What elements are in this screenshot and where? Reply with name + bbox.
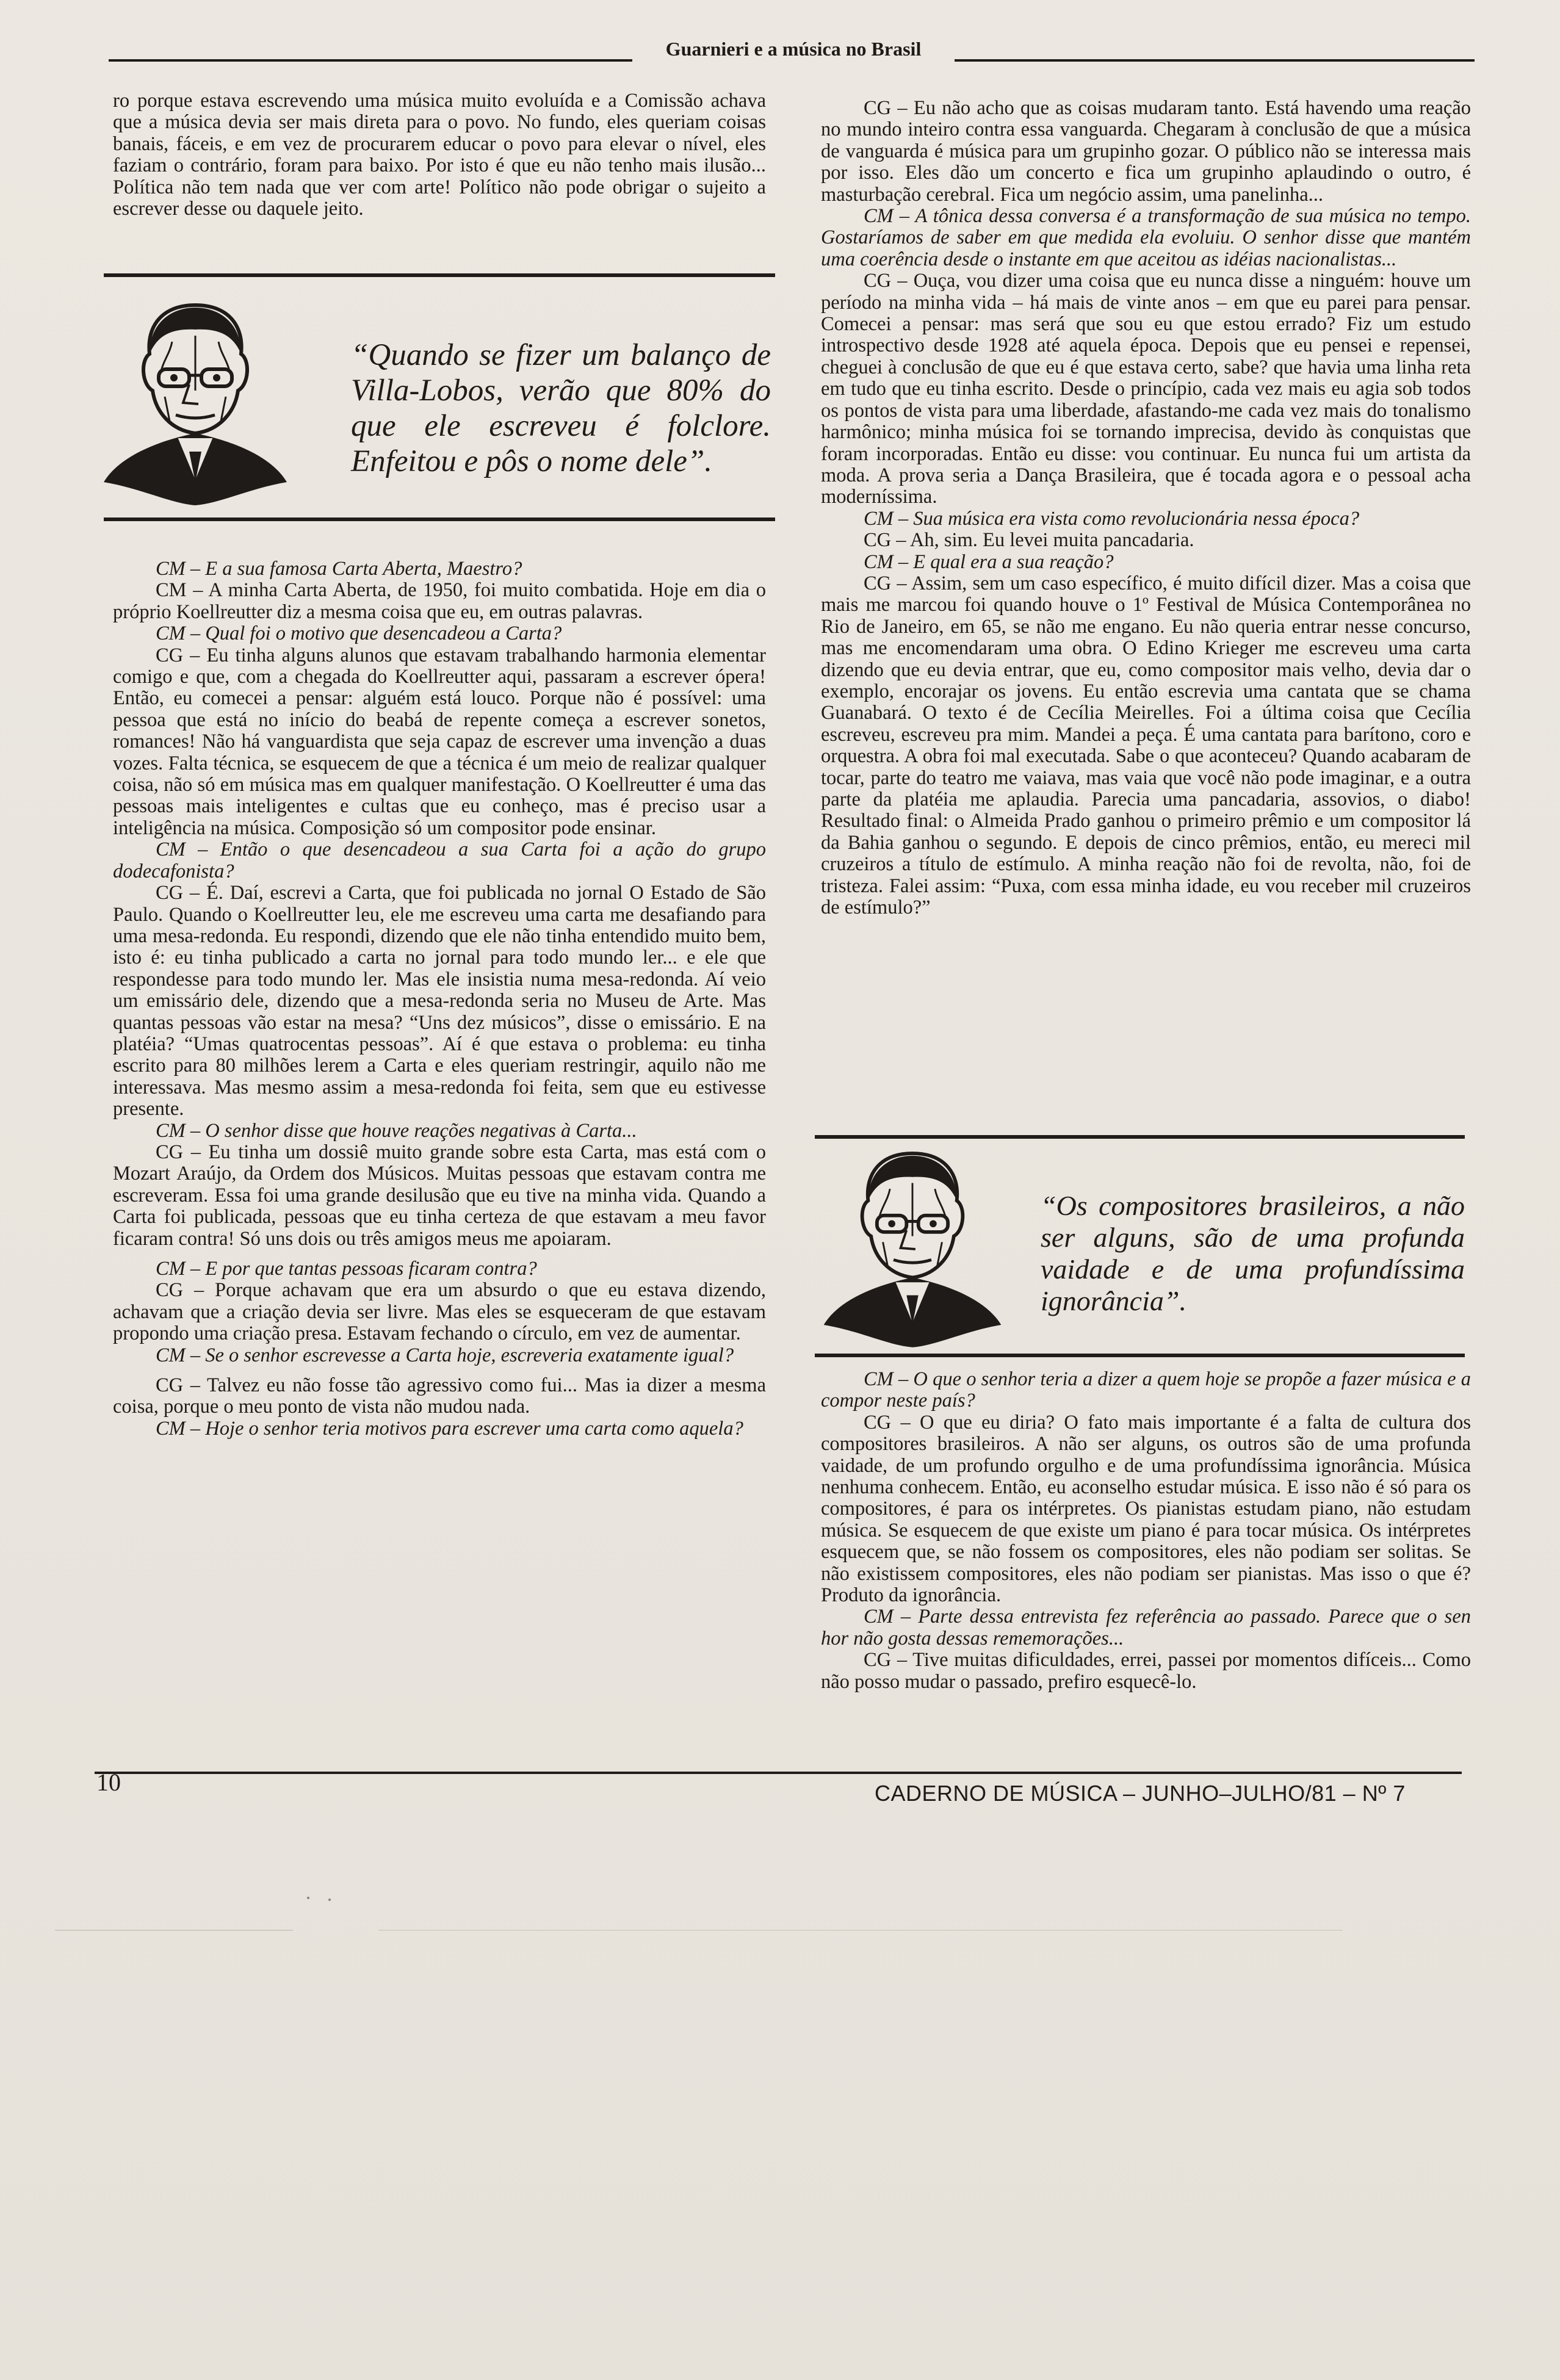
answer-paragraph: CG – Ouça, vou dizer uma coisa que eu nunca disse a ninguém: houve um período na minha vida – há mais de vinte anos – em que eu parei para pensar. Comecei a pensar: mas será que sou eu que estou errado? Fiz um estudo introspectivo desde 1928 até aquela época. Depois que eu pensei e repensei, cheguei à conclusão de que eu é que estava certo, sabe? que havia uma linha reta em tudo que eu tinha escrito. Desde o princípio, cada vez mais eu agia sob todos os pontos de vista para uma liberdade, afastando-me cada vez mais do tonalismo harmônico; minha música foi se tornando imprecisa, devido às conquistas que foram incorporadas. Então eu disse: vou continuar. Eu nunca fui um artista da moda. A prova seria a Dança Brasileira, que é tocada agora e o pessoal acha moderníssima. <box>821 270 1471 508</box>
interviewer-question: CM – Hoje o senhor teria motivos para escrever uma carta como aquela? <box>156 1417 743 1440</box>
answer-paragraph: CG – Assim, sem um caso específico, é muito difícil dizer. Mas a coisa que mais me marcou foi quando houve o 1º Festival de Música Contemporânea no Rio de Janeiro, em 65, se não me engano. Eu não queria entrar nesse concurso, mas me encomendaram uma obra. O Edino Krieger me escreveu uma carta dizendo que eu devia entrar, que eu, como compositor mais velho, devia dar o exemplo, encorajar os jovens. Eu então escrevia uma cantata que se chama Guanabará. O texto é de Cecília Meirelles. Foi a última coisa que Cecília escreveu, escreveu pra mim. Mandei a peça. É uma cantata para barítono, coro e orquestra. A obra foi mal executada. Sabe o que aconteceu? Quando acabaram de tocar, parte do teatro me vaiava, mas vaia que você não pode imaginar, e a outra parte da platéia me aplaudia. Parecia uma pancadaria, assovios, o diabo! Resultado final: o Almeida Prado ganhou o primeiro prêmio e um compositor lá da Bahia ganhou o segundo. E depois de cinco prêmios, então, eu mereci mil cruzeiros a título de estímulo. A minha reação não foi de revolta, não, foi de tristeza. Falei assim: “Puxa, com essa minha idade, eu vou receber mil cruzeiros de estímulo?” <box>821 572 1471 919</box>
portrait-illustration <box>818 1147 1007 1349</box>
answer-paragraph: CG – É. Daí, escrevi a Carta, que foi publicada no jornal O Estado de São Paulo. Quando o Koellreutter leu, ele me escreveu uma carta me desafiando para uma mesa-redonda. Eu respondi, dizendo que ele não tinha entendido muito bem, isto é: eu tinha publicado a carta no jornal para todo mundo ler... e ele que respondesse para todo mundo ler. Mas ele insistia numa mesa-redonda. Aí veio um emissário dele, dizendo que a mesa-redonda seria no Museu de Arte. Mas quantas pessoas vão estar na mesa? “Uns dez músicos”, disse o emissário. E na platéia? “Umas quatrocentas pessoas”. Aí é que estava o problema: eu tinha escrito para 80 milhões lerem a Carta e eles queriam restringir, aquilo não me interessava. Mas mesmo assim a mesa-redonda foi feita, sem que eu estivesse presente. <box>113 882 766 1120</box>
answer-paragraph: CG – Tive muitas dificuldades, errei, passei por momentos difíceis... Como não posso mudar o passado, prefiro esquecê-lo. <box>821 1649 1471 1693</box>
pullquote-rule-top-2 <box>815 1135 1465 1139</box>
answer-paragraph: CG – Porque achavam que era um absurdo o que eu estava dizendo, achavam que a criação devia ser livre. Mas eles se esqueceram de que estavam propondo uma criação presa. Estavam fechando o círculo, em vez de aumentar. <box>113 1279 766 1345</box>
interviewer-question: CM – O senhor disse que houve reações negativas à Carta... <box>156 1119 637 1142</box>
header-rule-right <box>955 59 1475 62</box>
answer-paragraph: CG – Talvez eu não fosse tão agressivo como fui... Mas ia dizer a mesma coisa, porque o meu ponto de vista não mudou nada. <box>113 1374 766 1418</box>
page-number: 10 <box>96 1769 121 1796</box>
pullquote-compositores: “Os compositores brasileiros, a não ser alguns, são de uma profunda vaidade e de uma profundíssima ignorância”. <box>1041 1190 1465 1316</box>
answer-paragraph: CG – Eu não acho que as coisas mudaram tanto. Está havendo uma reação no mundo inteiro contra essa vanguarda. Chegaram à conclusão de que a música de vanguarda é música para um grupinho gozar. O público não se interessa mais por isso. Eles dão um concerto e fica um grupinho aplaudindo o outro, é masturbação cerebral. Fica um negócio assim, uma panelinha... <box>821 97 1471 206</box>
interviewer-question: CM – O que o senhor teria a dizer a quem hoje se propõe a fazer música e a compor neste país? <box>821 1368 1471 1412</box>
pullquote-villa-lobos: “Quando se fizer um balanço de Villa-Lobos, verão que 80% do que ele escreveu é folclore. Enfeitou e pôs o nome dele”. <box>351 338 771 478</box>
left-column-interview <box>113 558 766 1440</box>
interviewer-question: CM – Sua música era vista como revolucionária nessa época? <box>864 507 1360 530</box>
pullquote-rule-bottom <box>104 517 775 521</box>
running-head: Guarnieri e a música no Brasil <box>665 38 922 60</box>
answer-paragraph: CG – Eu tinha alguns alunos que estavam trabalhando harmonia elementar comigo e que, com a chegada do Koellreutter aqui, passaram a escrever ópera! Então, eu comecei a pensar: alguém está louco. Porque não é possível: uma pessoa que está no início do beabá de repente começa a escrever sonetos, romances! Não há vanguardista que seja capaz de escrever uma invenção a duas vozes. Falta técnica, se esquecem de que a técnica é um meio de realizar qualquer coisa, não só em música mas em qualquer manifestação. O Koellreutter é uma das pessoas mais inteligentes e cultas que eu conheço, mas é preciso usar a inteligência na música. Composição só um compositor pode ensinar. <box>113 644 766 839</box>
interviewer-question: CM – Parte dessa entrevista fez referência ao passado. Parece que o sen hor não gosta dessas rememorações... <box>821 1606 1471 1650</box>
interviewer-question: CM – E qual era a sua reação? <box>864 550 1114 573</box>
footer-rule <box>95 1772 1462 1774</box>
interviewer-question: CM – E a sua famosa Carta Aberta, Maestro? <box>156 558 522 580</box>
interviewer-question: CM – Se o senhor escrevesse a Carta hoje, escreveria exatamente igual? <box>156 1344 734 1366</box>
paper-specks <box>0 1880 1560 2002</box>
answer-paragraph: CG – Eu tinha um dossiê muito grande sobre esta Carta, mas está com o Mozart Araújo, da Ordem dos Músicos. Muitas pessoas que estavam contra me escreveram. Essa foi uma grande desilusão que eu tive na minha vida. Quando a Carta foi publicada, pessoas que eu tinha certeza de que estavam a meu favor ficaram contra! Só uns dois ou três amigos meus me apoiaram. <box>113 1141 766 1250</box>
interviewer-question: CM – E por que tantas pessoas ficaram contra? <box>156 1258 537 1280</box>
interviewer-question: CM – Então o que desencadeou a sua Carta foi a ação do grupo dodecafonista? <box>113 838 766 882</box>
pullquote-rule-bottom-2 <box>815 1354 1465 1357</box>
paragraph: ro porque estava escrevendo uma música muito evoluída e a Comissão achava que a música devia ser mais direta para o povo. No fundo, eles queriam coisas banais, fáceis, e em vez de procurarem educar o povo para elevar o nível, eles faziam o contrário, foram para baixo. Por isto é que eu não tenho mais ilusão... Política não tem nada que ver com arte! Político não pode obrigar o sujeito a escrever desse ou daquele jeito. <box>113 90 766 220</box>
answer-paragraph: CG – Ah, sim. Eu levei muita pancadaria. <box>864 529 1194 552</box>
interviewer-question: CM – Qual foi o motivo que desencadeou a Carta? <box>156 622 562 645</box>
right-column-bottom <box>821 1369 1471 1693</box>
header-rule-left <box>109 59 632 62</box>
masthead: CADERNO DE MÚSICA – JUNHO–JULHO/81 – Nº 7 <box>875 1781 1406 1806</box>
left-column-top <box>113 90 766 220</box>
right-column-top <box>821 98 1471 918</box>
portrait-illustration <box>98 299 293 507</box>
answer-paragraph: CM – A minha Carta Aberta, de 1950, foi muito combatida. Hoje em dia o próprio Koellreutter diz a mesma coisa que eu, em outras palavras. <box>113 579 766 623</box>
interviewer-question: CM – A tônica dessa conversa é a transformação de sua música no tempo. Gostaríamos de saber em que medida ela evoluiu. O senhor disse que mantém uma coerência desde o instante em que aceitou as idéias nacionalistas... <box>821 205 1471 270</box>
answer-paragraph: CG – O que eu diria? O fato mais importante é a falta de cultura dos compositores brasileiros. A não ser alguns, os outros são de uma profunda vaidade, de um profundo orgulho e de uma profundíssima ignorância. Música nenhuma conhecem. Então, eu aconselho estudar música. E isso não é só para os compositores, é para os intérpretes. Os pianistas estudam piano, não estudam música. Se esquecem de que existe um piano é para tocar música. Os intérpretes esquecem que, se não fossem os compositores, eles não podiam ser solitas. Se não existissem compositores, eles não podiam ser pianistas. Mas isso o que é? Produto da ignorância. <box>821 1411 1471 1607</box>
pullquote-rule-top <box>104 273 775 277</box>
